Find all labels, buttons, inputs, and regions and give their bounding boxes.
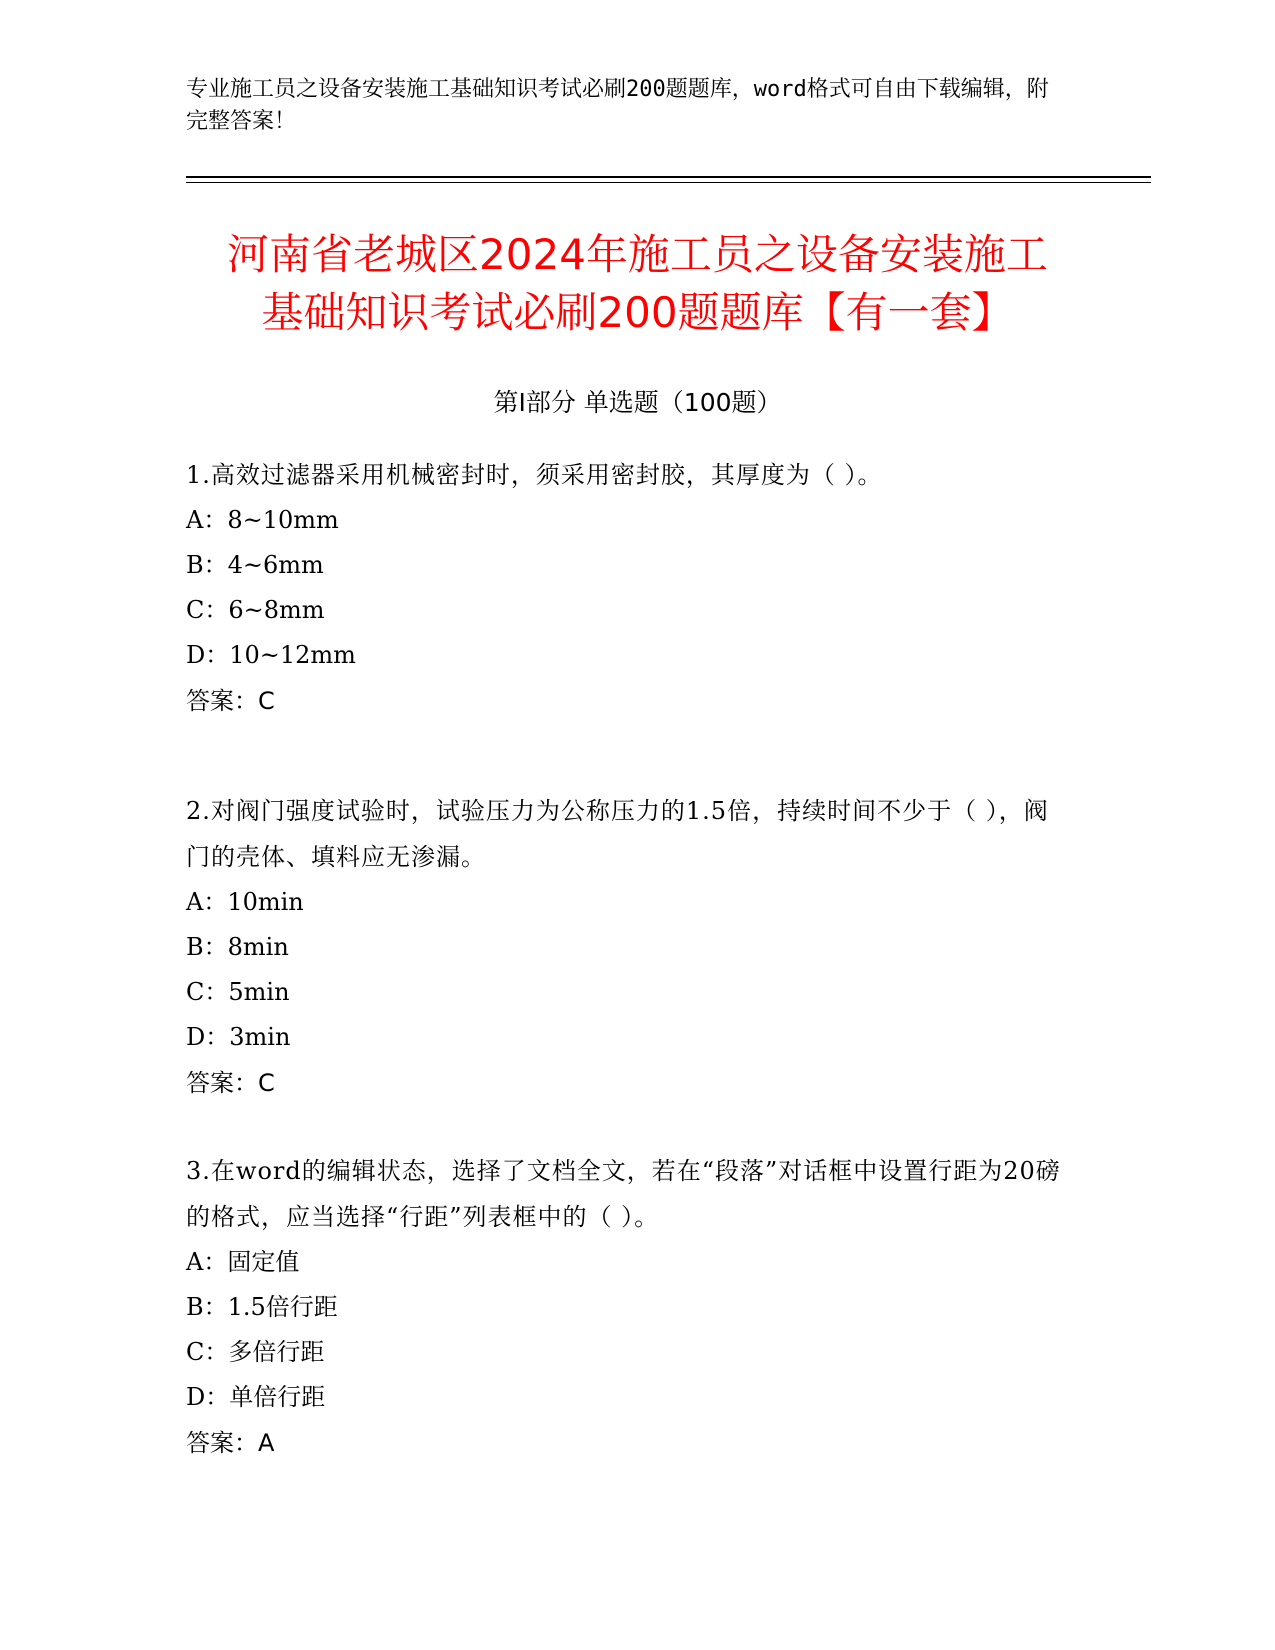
- answer-label: 答案：: [186, 687, 258, 715]
- option-d: D：10~12mm: [186, 641, 356, 669]
- document-title-line2: 基础知识考试必刷200题题库【有一套】: [261, 288, 1014, 337]
- question-stem: 2.对阀门强度试验时，试验压力为公称压力的1.5倍，持续时间不少于（ ），阀门的壳体、填料应无渗漏。: [186, 797, 1049, 871]
- question-2: [186, 788, 1066, 1106]
- option-c: C：多倍行距: [186, 1338, 325, 1366]
- answer-value: C: [258, 687, 275, 715]
- header-divider-thick: [186, 176, 1151, 178]
- option-a: A：固定值: [186, 1248, 300, 1276]
- section-title: 第Ⅰ部分 单选题（100题）: [493, 388, 782, 417]
- option-b: B：4~6mm: [186, 551, 324, 579]
- option-d: D：单倍行距: [186, 1383, 326, 1411]
- option-b: B：8min: [186, 933, 289, 961]
- answer-label: 答案：: [186, 1069, 258, 1097]
- answer-line: [186, 1420, 1066, 1466]
- question-3: [186, 1148, 1066, 1466]
- answer-line: [186, 1060, 1066, 1106]
- option-c: C：6~8mm: [186, 596, 325, 624]
- option-b: B：1.5倍行距: [186, 1293, 338, 1321]
- question-stem: 3.在word的编辑状态，选择了文档全文，若在“段落”对话框中设置行距为20磅的格式，应当选择“行距”列表框中的（ ）。: [186, 1157, 1061, 1231]
- option-d: D：3min: [186, 1023, 291, 1051]
- question-stem: 1.高效过滤器采用机械密封时，须采用密封胶，其厚度为（ ）。: [186, 461, 883, 489]
- answer-value: C: [258, 1069, 275, 1097]
- option-a: A：10min: [186, 888, 304, 916]
- option-c: C：5min: [186, 978, 290, 1006]
- document-title: [150, 226, 1125, 342]
- document-title-line1: 河南省老城区2024年施工员之设备安装施工: [227, 230, 1048, 279]
- question-1: [186, 452, 1066, 724]
- answer-line: [186, 678, 1066, 724]
- header-divider-thin: [186, 182, 1151, 183]
- header-note: 专业施工员之设备安装施工基础知识考试必刷200题题库，word格式可自由下载编辑，附完整答案！: [186, 77, 1049, 134]
- option-a: A：8~10mm: [186, 506, 339, 534]
- answer-value: A: [258, 1429, 275, 1457]
- answer-label: 答案：: [186, 1429, 258, 1457]
